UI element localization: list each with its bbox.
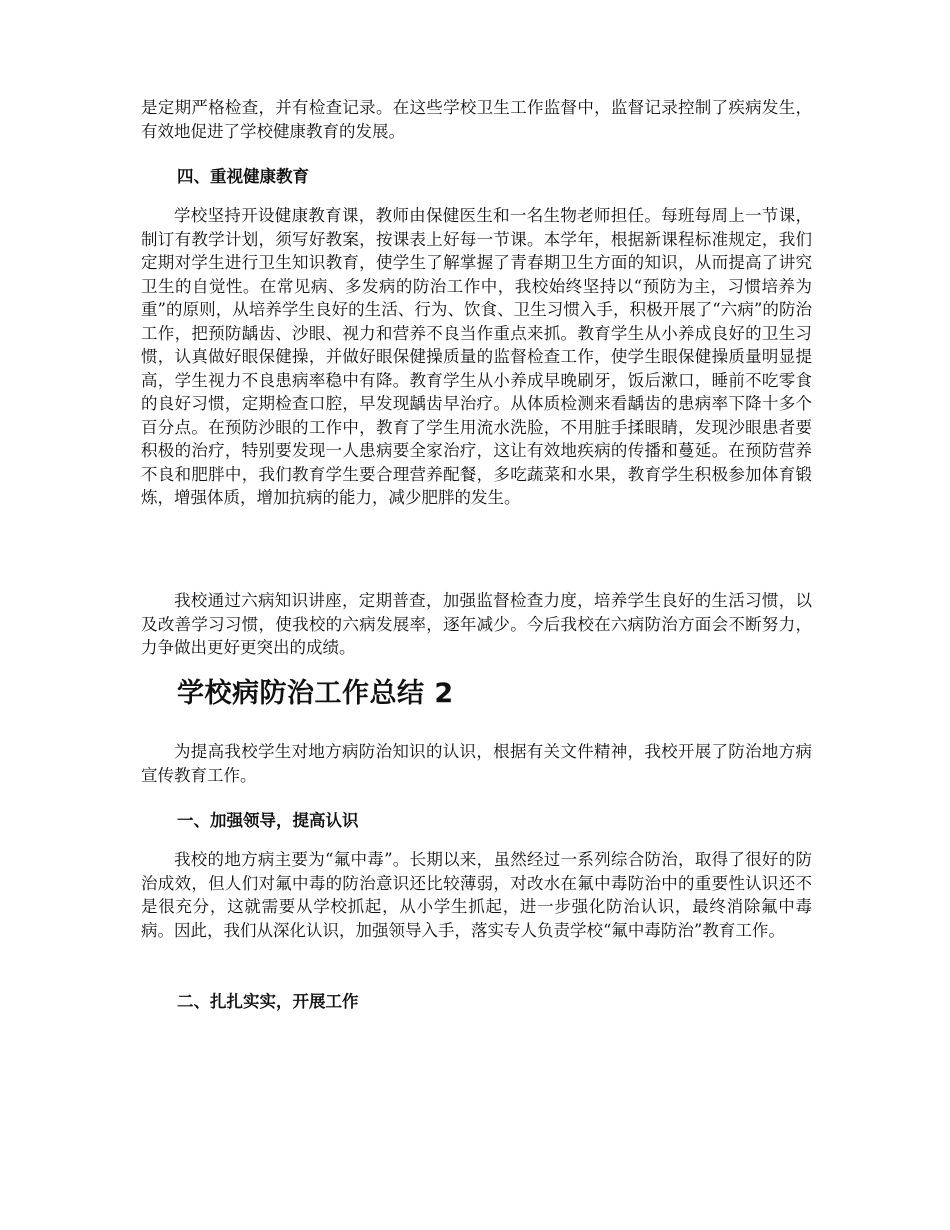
paragraph-continued: 是定期严格检查，并有检查记录。在这些学校卫生工作监督中，监督记录控制了疾病发生，有效地促进了学校健康教育的发展。 [141,98,812,141]
section-heading-work: 二、扎扎实实，开展工作 [177,992,359,1011]
section-heading-health-education: 四、重视健康教育 [177,167,309,186]
section-heading-leadership: 一、加强领导，提高认识 [177,811,359,830]
paragraph-leadership: 我校的地方病主要为“氟中毒”。长期以来，虽然经过一系列综合防治，取得了很好的防治成效，但人们对氟中毒的防治意识还比较薄弱，对改水在氟中毒防治中的重要性认识还不是很充分，这就需要从学校抓起，从小学生抓起，进一步强化防治认识，最终消除氟中毒病。因此，我们从深化认识，加强领导入手，落实专人负责学校“氟中毒防治”教育工作。 [141,850,812,940]
paragraph-intro-2: 为提高我校学生对地方病防治知识的认识，根据有关文件精神，我校开展了防治地方病宣传教育工作。 [141,742,812,785]
document-title-2: 学校病防治工作总结 2 [177,678,454,709]
paragraph-health-education: 学校坚持开设健康教育课，教师由保健医生和一名生物老师担任。每班每周上一节课，制订有教学计划，须写好教案，按课表上好每一节课。本学年，根据新课程标准规定，我们定期对学生进行卫生知识教育，使学生了解掌握了青春期卫生方面的知识，从而提高了讲究卫生的自觉性。在常见病、多发病的防治工作中，我校始终坚持以“预防为主，习惯培养为重”的原则，从培养学生良好的生活、行为、饮食、卫生习惯入手，积极开展了“六病”的防治工作，把预防龋齿、沙眼、视力和营养不良当作重点来抓。教育学生从小养成良好的卫生习惯，认真做好眼保健操，并做好眼保健操质量的监督检查工作，使学生眼保健操质量明显提高，学生视力不良患病率稳中有降。教育学生从小养成早晚刷牙，饭后漱口，睡前不吃零食的良好习惯，定期检查口腔，早发现龋齿早治疗。从体质检测来看龋齿的患病率下降十多个百分点。在预防沙眼的工作中，教育了学生用流水洗脸，不用脏手揉眼睛，发现沙眼患者要积极的治疗，特别要发现一人患病要全家治疗，这让有效地疾病的传播和蔓延。在预防营养不良和肥胖中，我们教育学生要合理营养配餐，多吃蔬菜和水果，教育学生积极参加体育锻炼，增强体质，增加抗病的能力，减少肥胖的发生。 [141,206,812,507]
paragraph-summary: 我校通过六病知识讲座，定期普查，加强监督检查力度，培养学生良好的生活习惯，以及改善学习习惯，使我校的六病发展率，逐年减少。今后我校在六病防治方面会不断努力，力争做出更好更突出的成绩。 [141,591,812,657]
